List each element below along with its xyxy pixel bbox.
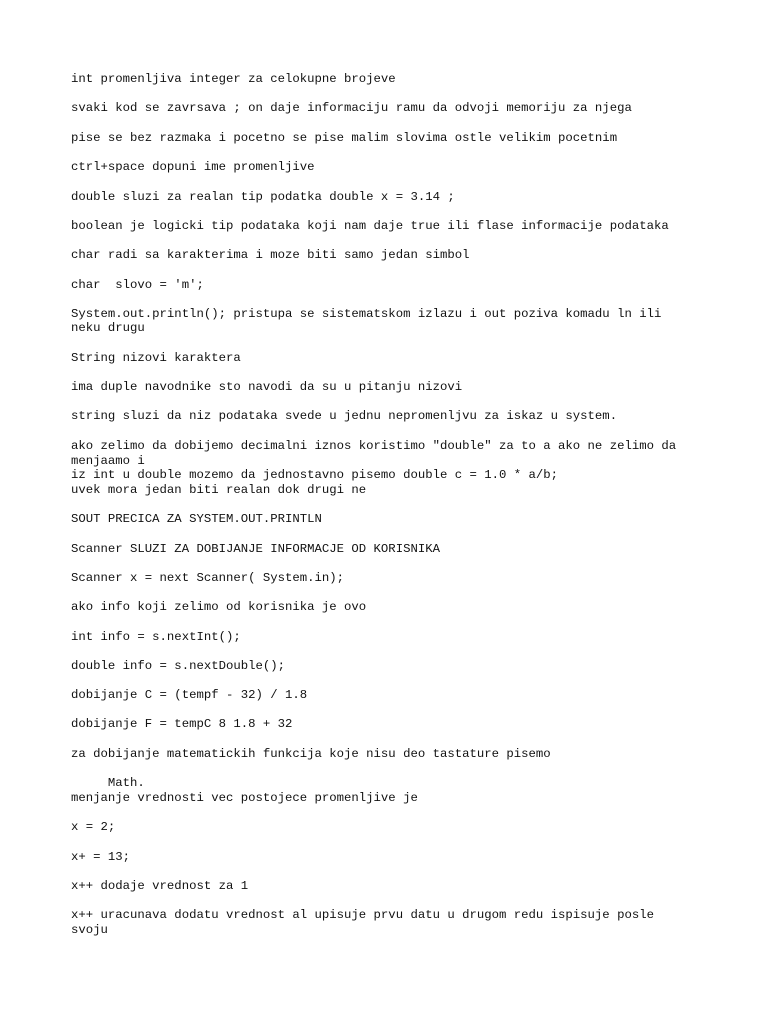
text-line: menjaamo i: [71, 454, 145, 468]
text-line: char slovo = 'm';: [71, 278, 204, 292]
text-line: char radi sa karakterima i moze biti samo jedan simbol: [71, 248, 470, 262]
text-line: System.out.println(); pristupa se sistematskom izlazu i out poziva komadu ln ili: [71, 307, 662, 321]
text-line: SOUT PRECICA ZA SYSTEM.OUT.PRINTLN: [71, 512, 322, 526]
text-line: boolean je logicki tip podataka koji nam daje true ili flase informacije podataka: [71, 219, 669, 233]
text-line: svaki kod se zavrsava ; on daje informaciju ramu da odvoji memoriju za njega: [71, 101, 632, 115]
text-line: uvek mora jedan biti realan dok drugi ne: [71, 483, 367, 497]
text-line: menjanje vrednosti vec postojece promenljive je: [71, 791, 418, 805]
text-line: dobijanje F = tempC 8 1.8 + 32: [71, 717, 293, 731]
text-line: string sluzi da niz podataka svede u jednu nepromenljvu za iskaz u system.: [71, 409, 618, 423]
text-line: int info = s.nextInt();: [71, 630, 241, 644]
text-line: ako zelimo da dobijemo decimalni iznos koristimo "double" za to a ako ne zelimo da: [71, 439, 677, 453]
text-line: pise se bez razmaka i pocetno se pise malim slovima ostle velikim pocetnim: [71, 131, 618, 145]
text-line: Scanner x = next Scanner( System.in);: [71, 571, 345, 585]
text-line: x++ dodaje vrednost za 1: [71, 879, 249, 893]
text-line: int promenljiva integer za celokupne brojeve: [71, 72, 396, 86]
text-line: za dobijanje matematickih funkcija koje nisu deo tastature pisemo: [71, 747, 551, 761]
text-line: Scanner SLUZI ZA DOBIJANJE INFORMACJE OD KORISNIKA: [71, 542, 440, 556]
text-line: double info = s.nextDouble();: [71, 659, 286, 673]
text-line: Math.: [71, 776, 145, 790]
text-line: neku drugu: [71, 321, 145, 335]
text-line: ima duple navodnike sto navodi da su u pitanju nizovi: [71, 380, 463, 394]
text-line: String nizovi karaktera: [71, 351, 241, 365]
text-line: svoju: [71, 923, 108, 937]
text-line: x = 2;: [71, 820, 116, 834]
text-line: iz int u double mozemo da jednostavno pisemo double c = 1.0 * a/b;: [71, 468, 559, 482]
text-line: double sluzi za realan tip podatka double x = 3.14 ;: [71, 190, 455, 204]
text-line: x++ uracunava dodatu vrednost al upisuje prvu datu u drugom redu ispisuje posle: [71, 908, 654, 922]
text-line: dobijanje C = (tempf - 32) / 1.8: [71, 688, 308, 702]
text-line: ako info koji zelimo od korisnika je ovo: [71, 600, 367, 614]
text-line: x+ = 13;: [71, 850, 131, 864]
text-line: ctrl+space dopuni ime promenljive: [71, 160, 315, 174]
